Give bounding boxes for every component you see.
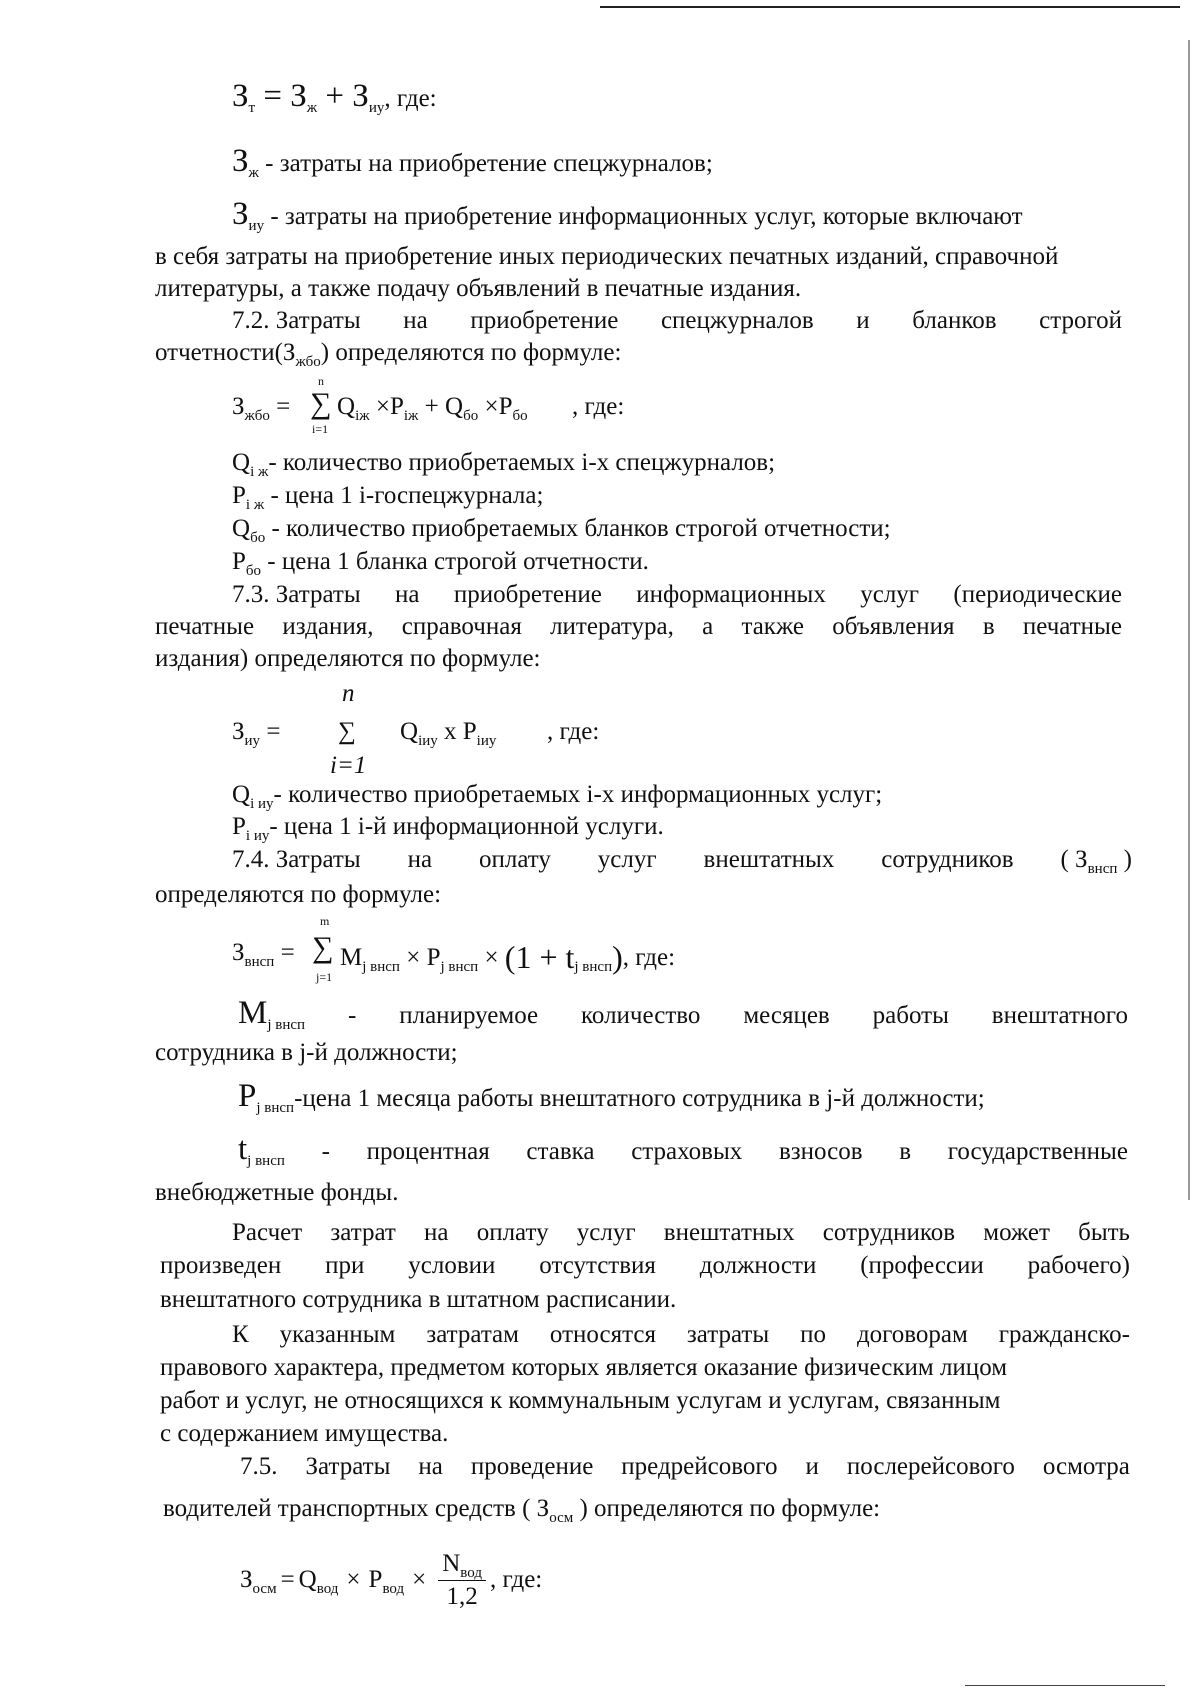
fraction-nvod: $\frac{N_{вод}}{1,2}$: [438, 1550, 486, 1611]
section-7-2-heading: 7.2. Затраты на приобретение спецжурналов и бланков строгой: [232, 307, 1122, 334]
definition-zh: $З_ж$ - затраты на приобретение спецжурналов;: [232, 143, 713, 181]
definition-tj: $t_{j внсп}$ - процентная ставка страховых взносов в государственные: [238, 1131, 1128, 1169]
definition-ziu-line3: литературы, а также подачу объявлений в печатные издания.: [155, 275, 802, 302]
section-7-4-heading: 7.4. Затраты на оплату услуг внештатных сотрудников ( $З_{внсп}$ ): [232, 846, 1132, 877]
section-7-5-line2: водителей транспортных средств ( $З_{осм}$ ) определяются по формуле:: [163, 1495, 881, 1526]
k-paragraph-line2: правового характера, предметом которых является оказание физическим лицом: [160, 1354, 1008, 1381]
definition-tj-line2: внебюджетные фонды.: [155, 1179, 399, 1206]
formula-ziu: $З_{иу}$ = n ∑ i=1 $Q_{iиу}$ x $P_{iиу}$ , где:: [232, 680, 600, 779]
k-paragraph-line4: с содержанием имущества.: [160, 1420, 449, 1447]
formula-total: $З_т = З_ж + З_{иу}$, где:: [232, 78, 437, 116]
formula-zvnsp: $З_{внсп}$ = m ∑ j=1 $M_{j внсп} \times P_{j внсп} \times (1 + t_{j внсп})$, где:: [232, 914, 676, 984]
definition-ziu-line2: в себя затраты на приобретение иных периодических печатных изданий, справочной: [155, 243, 1059, 270]
definition-qbo: $Q_{бо}$ - количество приобретаемых бланков строгой отчетности;: [232, 515, 891, 546]
section-7-3-line2: печатные издания, справочная литература, а также объявления в печатные: [155, 613, 1122, 640]
calc-paragraph-line2: произведен при условии отсутствия должности (профессии рабочего): [160, 1252, 1130, 1279]
definition-qiiu: $Q_{i иу}-$ количество приобретаемых i-х информационных услуг;: [232, 781, 883, 812]
scan-border-right: [1188, 40, 1190, 1200]
section-7-3-line3: издания) определяются по формуле:: [155, 645, 541, 672]
definition-piz: $P_{i ж}$ - цена 1 i-госпецжурнала;: [232, 482, 544, 513]
section-7-2-line2: $отчетности(З_{жбо})$ определяются по формуле:: [155, 339, 622, 370]
definition-mj-line2: сотрудника в j-й должности;: [155, 1039, 458, 1066]
definition-ziu: $З_{иу}$ - затраты на приобретение информационных услуг, которые включают: [232, 196, 1023, 234]
section-7-3-heading: 7.3. Затраты на приобретение информационных услуг (периодические: [232, 581, 1122, 608]
formula-zosm: $З_{осм}$ = $Q_{вод}$ × $P_{вод}$ × $\frac{N_{вод}}{1,2}$ , где:: [240, 1549, 543, 1610]
formula-zhbo: $З_{жбо}$ = n ∑ i=1 $Q_{iж} \times P_{iж} + Q_{бо} \times P_{бо}$ , где:: [232, 374, 625, 436]
calc-paragraph-line3: внештатного сотрудника в штатном расписании.: [160, 1286, 677, 1313]
section-7-4-line2: определяются по формуле:: [155, 881, 442, 908]
k-paragraph-line3: работ и услуг, не относящихся к коммунальным услугам и услугам, связанным: [160, 1387, 1001, 1414]
definition-qiz: $Q_{i ж}-$ количество приобретаемых i-х спецжурналов;: [232, 449, 776, 480]
footer-rule: [965, 1685, 1165, 1686]
definition-pj: $P_{j внсп}$-цена 1 месяца работы внештатного сотрудника в j-й должности;: [238, 1078, 985, 1116]
definition-mj: $M_{j внсп}$ - планируемое количество месяцев работы внештатного: [238, 995, 1128, 1033]
scan-border-top: [600, 6, 1180, 8]
section-7-5-heading: 7.5. Затраты на проведение предрейсового и послерейсового осмотра: [240, 1453, 1130, 1480]
calc-paragraph-line1: Расчет затрат на оплату услуг внештатных сотрудников может быть: [232, 1219, 1130, 1246]
definition-pbo: $P_{бо}$ - цена 1 бланка строгой отчетности.: [232, 548, 649, 579]
k-paragraph-line1: К указанным затратам относятся затраты по договорам гражданско-: [232, 1321, 1130, 1348]
definition-piiu: $P_{i иу}-$ цена 1 i-й информационной услуги.: [232, 813, 664, 844]
